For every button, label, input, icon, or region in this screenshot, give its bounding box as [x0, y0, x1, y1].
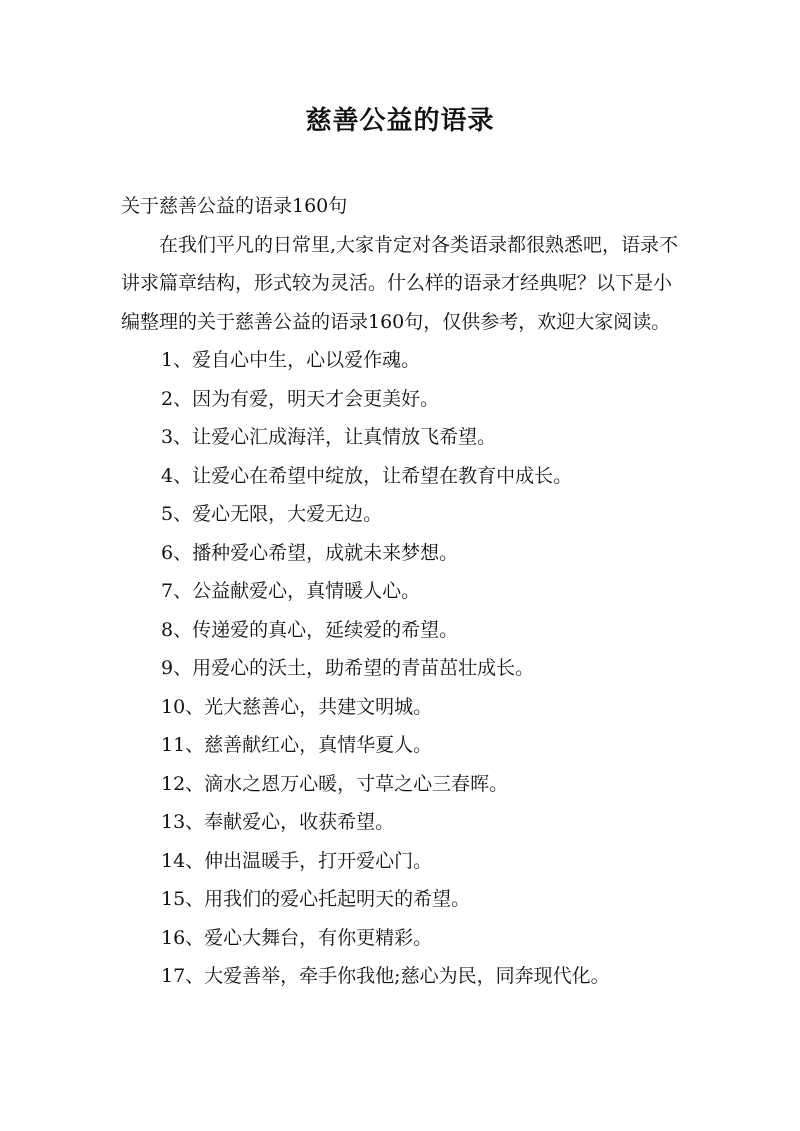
list-item: 15、用我们的爱心托起明天的希望。 [161, 888, 471, 910]
list-item: 13、奉献爱心，收获希望。 [161, 811, 395, 833]
list-item: 16、爱心大舞台，有你更精彩。 [161, 926, 433, 949]
document-title: 慈善公益的语录 [305, 106, 495, 136]
list-item: 6、播种爱心希望，成就未来梦想。 [161, 541, 459, 564]
quote-list [121, 341, 681, 996]
list-item: 12、滴水之恩万心暖，寸草之心三春晖。 [161, 772, 509, 795]
list-item: 11、慈善献红心，真情华夏人。 [161, 734, 433, 756]
list-item: 14、伸出温暖手，打开爱心门。 [161, 849, 433, 872]
list-item: 10、光大慈善心，共建文明城。 [161, 695, 433, 718]
list-item: 7、公益献爱心，真情暖人心。 [161, 580, 421, 602]
list-item: 1、爱自心中生，心以爱作魂。 [161, 349, 421, 371]
list-item: 17、大爱善举，牵手你我他;慈心为民，同奔现代化。 [161, 965, 610, 987]
document-subtitle: 关于慈善公益的语录160句 [121, 195, 348, 217]
list-item: 8、传递爱的真心，延续爱的希望。 [161, 618, 459, 641]
list-item: 9、用爱心的沃土，助希望的青苗茁壮成长。 [161, 657, 535, 679]
list-item: 4、让爱心在希望中绽放，让希望在教育中成长。 [161, 464, 573, 487]
list-item: 3、让爱心汇成海洋，让真情放飞希望。 [161, 426, 497, 448]
document-body [121, 187, 681, 996]
list-item: 2、因为有爱，明天才会更美好。 [161, 387, 440, 410]
list-item: 5、爱心无限，大爱无边。 [161, 503, 383, 525]
intro-paragraph: 在我们平凡的日常里,大家肯定对各类语录都很熟悉吧，语录不讲求篇章结构，形式较为灵活。什么样的语录才经典呢？以下是小编整理的关于慈善公益的语录160句，仅供参考，欢迎大家阅读。 [121, 233, 679, 333]
